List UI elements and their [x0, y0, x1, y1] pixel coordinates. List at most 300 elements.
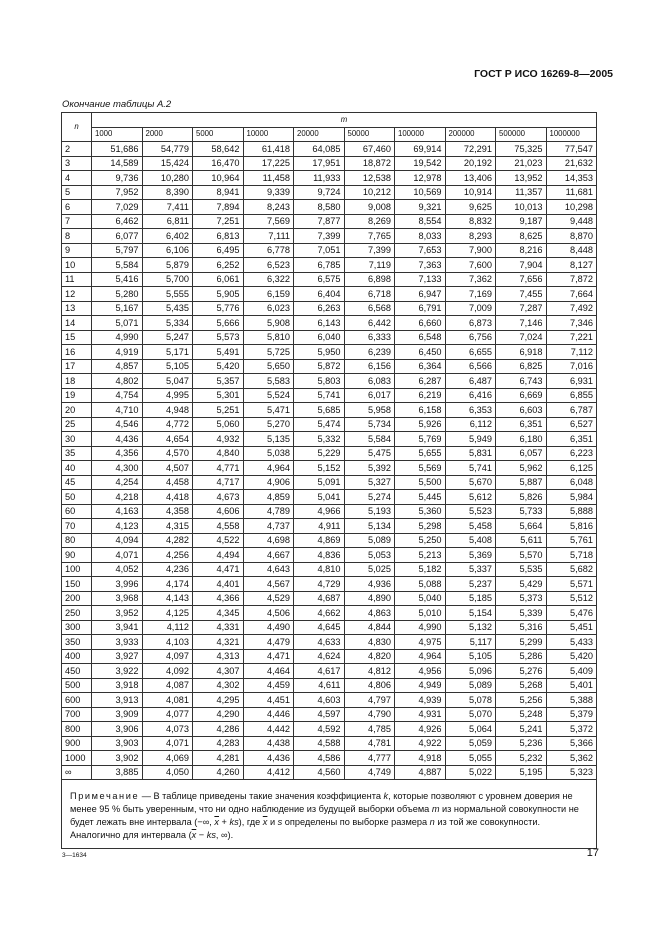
- coefficient-cell: 4,966: [294, 504, 345, 519]
- coefficient-cell: 5,685: [294, 403, 345, 418]
- coefficient-cell: 4,345: [193, 606, 244, 621]
- row-n-value: 300: [62, 620, 92, 635]
- coefficient-cell: 8,832: [445, 214, 496, 229]
- coefficient-cell: 5,949: [445, 432, 496, 447]
- table-row: [62, 229, 597, 244]
- coefficient-cell: 9,339: [243, 185, 294, 200]
- row-n-value: 5: [62, 185, 92, 200]
- coefficient-cell: 5,379: [546, 707, 597, 722]
- coefficient-cell: 8,554: [395, 214, 446, 229]
- coefficient-cell: 5,984: [546, 490, 597, 505]
- row-n-value: 500: [62, 678, 92, 693]
- row-n-value: 25: [62, 417, 92, 432]
- coefficient-cell: 5,213: [395, 548, 446, 563]
- coefficient-cell: 4,286: [193, 722, 244, 737]
- coefficient-cell: 4,069: [142, 751, 193, 766]
- table-row: [62, 142, 597, 157]
- coefficient-cell: 4,975: [395, 635, 446, 650]
- row-n-value: 1000: [62, 751, 92, 766]
- coefficient-cell: 5,117: [445, 635, 496, 650]
- coefficient-cell: 6,143: [294, 316, 345, 331]
- coefficient-cell: 5,256: [496, 693, 547, 708]
- coefficient-cell: 5,797: [92, 243, 143, 258]
- coefficient-cell: 4,836: [294, 548, 345, 563]
- coefficient-cell: 5,962: [496, 461, 547, 476]
- coefficient-cell: 4,948: [142, 403, 193, 418]
- coefficient-cell: 5,248: [496, 707, 547, 722]
- coefficient-cell: 6,223: [546, 446, 597, 461]
- coefficient-cell: 7,362: [445, 272, 496, 287]
- coefficient-cell: 4,654: [142, 432, 193, 447]
- table-row: [62, 678, 597, 693]
- coefficient-cell: 11,933: [294, 171, 345, 186]
- row-n-value: 100: [62, 562, 92, 577]
- coefficient-cell: 6,660: [395, 316, 446, 331]
- row-n-value: 350: [62, 635, 92, 650]
- coefficient-cell: 4,077: [142, 707, 193, 722]
- coefficient-cell: 4,926: [395, 722, 446, 737]
- table-row: [62, 359, 597, 374]
- note-symbol: n: [429, 817, 435, 827]
- column-header-m: 5000: [193, 127, 244, 142]
- coefficient-cell: 5,134: [344, 519, 395, 534]
- coefficient-cell: 5,373: [496, 591, 547, 606]
- coefficient-cell: 12,538: [344, 171, 395, 186]
- coefficient-cell: 6,040: [294, 330, 345, 345]
- coefficient-cell: 4,995: [142, 388, 193, 403]
- coefficient-cell: 20,192: [445, 156, 496, 171]
- coefficient-cell: 5,298: [395, 519, 446, 534]
- coefficient-cell: 4,112: [142, 620, 193, 635]
- coefficient-cell: 5,725: [243, 345, 294, 360]
- coefficient-cell: 4,507: [142, 461, 193, 476]
- coefficient-cell: 4,218: [92, 490, 143, 505]
- row-n-value: 13: [62, 301, 92, 316]
- coefficient-cell: 10,569: [395, 185, 446, 200]
- coefficient-cell: 4,603: [294, 693, 345, 708]
- coefficient-cell: 4,418: [142, 490, 193, 505]
- coefficient-cell: 4,471: [193, 562, 244, 577]
- coefficient-cell: 6,756: [445, 330, 496, 345]
- coefficient-cell: 4,103: [142, 635, 193, 650]
- coefficient-cell: 7,656: [496, 272, 547, 287]
- column-header-row: [62, 127, 597, 142]
- row-n-value: 8: [62, 229, 92, 244]
- coefficient-cell: 6,669: [496, 388, 547, 403]
- table-row: [62, 707, 597, 722]
- table-row: [62, 490, 597, 505]
- coefficient-cell: 17,225: [243, 156, 294, 171]
- coefficient-cell: 5,570: [496, 548, 547, 563]
- coefficient-cell: 5,555: [142, 287, 193, 302]
- table-row: [62, 214, 597, 229]
- row-n-value: 7: [62, 214, 92, 229]
- note-symbol: m: [431, 804, 440, 814]
- coefficient-cell: 4,174: [142, 577, 193, 592]
- table-row: [62, 243, 597, 258]
- coefficient-cell: 4,936: [344, 577, 395, 592]
- table-row: [62, 156, 597, 171]
- column-header-m: 20000: [294, 127, 345, 142]
- table-row: [62, 345, 597, 360]
- coefficient-cell: 9,448: [546, 214, 597, 229]
- coefficient-cell: 7,900: [445, 243, 496, 258]
- coefficient-cell: 5,236: [496, 736, 547, 751]
- column-header-m: 200000: [445, 127, 496, 142]
- coefficient-cell: 5,316: [496, 620, 547, 635]
- coefficient-cell: 7,399: [344, 243, 395, 258]
- coefficient-cell: 4,087: [142, 678, 193, 693]
- coefficient-cell: 4,438: [243, 736, 294, 751]
- table-row: [62, 461, 597, 476]
- coefficient-cell: 4,606: [193, 504, 244, 519]
- table-row: [62, 504, 597, 519]
- coefficient-cell: 5,096: [445, 664, 496, 679]
- coefficient-cell: 5,171: [142, 345, 193, 360]
- row-n-value: 19: [62, 388, 92, 403]
- coefficient-cell: 4,806: [344, 678, 395, 693]
- coefficient-cell: 4,236: [142, 562, 193, 577]
- coefficient-cell: 6,125: [546, 461, 597, 476]
- coefficient-cell: 6,351: [496, 417, 547, 432]
- row-n-value: 150: [62, 577, 92, 592]
- row-n-value: 80: [62, 533, 92, 548]
- coefficient-cell: 4,494: [193, 548, 244, 563]
- coefficient-cell: 5,445: [395, 490, 446, 505]
- coefficient-cell: 6,048: [546, 475, 597, 490]
- coefficient-cell: 5,053: [344, 548, 395, 563]
- coefficient-cell: 6,112: [445, 417, 496, 432]
- table-row: [62, 751, 597, 766]
- coefficient-cell: 5,323: [546, 765, 597, 780]
- coefficient-cell: 51,686: [92, 142, 143, 157]
- coefficient-cell: 8,448: [546, 243, 597, 258]
- coefficient-cell: 5,416: [92, 272, 143, 287]
- coefficient-cell: 4,990: [92, 330, 143, 345]
- coefficient-cell: 5,025: [344, 562, 395, 577]
- coefficient-cell: 5,810: [243, 330, 294, 345]
- coefficient-cell: 4,781: [344, 736, 395, 751]
- coefficient-cell: 4,820: [344, 649, 395, 664]
- coefficient-cell: 11,458: [243, 171, 294, 186]
- coefficient-cell: 4,887: [395, 765, 446, 780]
- coefficient-cell: 4,939: [395, 693, 446, 708]
- coefficient-cell: 4,667: [243, 548, 294, 563]
- coefficient-cell: 5,185: [445, 591, 496, 606]
- coefficient-cell: 4,956: [395, 664, 446, 679]
- coefficient-cell: 4,964: [395, 649, 446, 664]
- coefficient-cell: 4,964: [243, 461, 294, 476]
- table-row: [62, 620, 597, 635]
- coefficient-cell: 5,280: [92, 287, 143, 302]
- coefficient-cell: 4,081: [142, 693, 193, 708]
- coefficient-cell: 4,295: [193, 693, 244, 708]
- coefficient-cell: 6,333: [344, 330, 395, 345]
- coefficient-cell: 5,193: [344, 504, 395, 519]
- coefficient-cell: 6,811: [142, 214, 193, 229]
- coefficient-cell: 4,321: [193, 635, 244, 650]
- coefficient-cell: 6,743: [496, 374, 547, 389]
- coefficient-cell: 7,287: [496, 301, 547, 316]
- coefficient-cell: 5,229: [294, 446, 345, 461]
- coefficient-cell: 4,645: [294, 620, 345, 635]
- column-header-m: 100000: [395, 127, 446, 142]
- coefficient-cell: 5,360: [395, 504, 446, 519]
- coefficient-cell: 4,436: [243, 751, 294, 766]
- coefficient-cell: 5,950: [294, 345, 345, 360]
- note-text: и: [267, 817, 278, 827]
- row-n-value: 12: [62, 287, 92, 302]
- coefficient-cell: 5,167: [92, 301, 143, 316]
- coefficient-cell: 54,779: [142, 142, 193, 157]
- coefficient-cell: 5,251: [193, 403, 244, 418]
- coefficient-cell: 7,112: [546, 345, 597, 360]
- coefficient-cell: 6,322: [243, 272, 294, 287]
- coefficient-cell: 6,083: [344, 374, 395, 389]
- row-n-value: 9: [62, 243, 92, 258]
- coefficient-cell: 5,332: [294, 432, 345, 447]
- coefficient-cell: 5,366: [546, 736, 597, 751]
- coefficient-cell: 4,863: [344, 606, 395, 621]
- coefficient-cell: 4,932: [193, 432, 244, 447]
- row-n-value: 18: [62, 374, 92, 389]
- coefficient-cell: 8,941: [193, 185, 244, 200]
- coefficient-cell: 4,260: [193, 765, 244, 780]
- coefficient-table: [61, 112, 597, 849]
- coefficient-cell: 9,008: [344, 200, 395, 215]
- coefficient-cell: 3,885: [92, 765, 143, 780]
- coefficient-cell: 6,873: [445, 316, 496, 331]
- coefficient-cell: 5,241: [496, 722, 547, 737]
- table-row: [62, 287, 597, 302]
- coefficient-cell: 8,127: [546, 258, 597, 273]
- coefficient-cell: 5,491: [193, 345, 244, 360]
- coefficient-cell: 4,797: [344, 693, 395, 708]
- coefficient-cell: 4,459: [243, 678, 294, 693]
- coefficient-cell: 9,187: [496, 214, 547, 229]
- coefficient-cell: 6,603: [496, 403, 547, 418]
- note-symbol: $\overline{x}$: [191, 830, 197, 840]
- coefficient-cell: 5,337: [445, 562, 496, 577]
- coefficient-cell: 9,625: [445, 200, 496, 215]
- row-n-value: 4: [62, 171, 92, 186]
- coefficient-cell: 7,133: [395, 272, 446, 287]
- row-n-value: 16: [62, 345, 92, 360]
- coefficient-cell: 4,071: [142, 736, 193, 751]
- coefficient-cell: 4,546: [92, 417, 143, 432]
- coefficient-cell: 4,729: [294, 577, 345, 592]
- coefficient-cell: 6,575: [294, 272, 345, 287]
- coefficient-cell: 4,586: [294, 751, 345, 766]
- coefficient-cell: 6,462: [92, 214, 143, 229]
- coefficient-cell: 4,412: [243, 765, 294, 780]
- note-label: Примечание: [70, 791, 140, 801]
- table-row: [62, 591, 597, 606]
- coefficient-cell: 5,573: [193, 330, 244, 345]
- coefficient-cell: 5,583: [243, 374, 294, 389]
- coefficient-cell: 5,059: [445, 736, 496, 751]
- coefficient-cell: 5,040: [395, 591, 446, 606]
- coefficient-cell: 6,442: [344, 316, 395, 331]
- coefficient-cell: 4,313: [193, 649, 244, 664]
- note-symbol: ks: [206, 830, 216, 840]
- coefficient-cell: 6,523: [243, 258, 294, 273]
- coefficient-cell: 6,898: [344, 272, 395, 287]
- coefficient-cell: 4,859: [243, 490, 294, 505]
- table-row: [62, 272, 597, 287]
- coefficient-cell: 7,029: [92, 200, 143, 215]
- column-header-m: 2000: [142, 127, 193, 142]
- coefficient-cell: 6,487: [445, 374, 496, 389]
- row-n-value: 50: [62, 490, 92, 505]
- coefficient-cell: 4,283: [193, 736, 244, 751]
- table-note: [62, 780, 597, 849]
- coefficient-cell: 5,888: [546, 504, 597, 519]
- coefficient-cell: 5,237: [445, 577, 496, 592]
- row-n-value: 700: [62, 707, 92, 722]
- coefficient-cell: 5,571: [546, 577, 597, 592]
- table-row: [62, 374, 597, 389]
- coefficient-cell: 6,495: [193, 243, 244, 258]
- coefficient-cell: 4,506: [243, 606, 294, 621]
- coefficient-cell: 4,737: [243, 519, 294, 534]
- coefficient-cell: 6,855: [546, 388, 597, 403]
- coefficient-cell: 6,655: [445, 345, 496, 360]
- coefficient-cell: 5,523: [445, 504, 496, 519]
- coefficient-cell: 4,401: [193, 577, 244, 592]
- coefficient-cell: 4,906: [243, 475, 294, 490]
- coefficient-cell: 4,802: [92, 374, 143, 389]
- coefficient-cell: 7,877: [294, 214, 345, 229]
- coefficient-cell: 8,293: [445, 229, 496, 244]
- coefficient-cell: 6,106: [142, 243, 193, 258]
- n-header: n: [62, 113, 92, 142]
- coefficient-cell: 4,366: [193, 591, 244, 606]
- coefficient-cell: 4,290: [193, 707, 244, 722]
- coefficient-cell: 5,887: [496, 475, 547, 490]
- coefficient-cell: 4,869: [294, 533, 345, 548]
- coefficient-cell: 5,584: [92, 258, 143, 273]
- row-n-value: 15: [62, 330, 92, 345]
- coefficient-cell: 8,243: [243, 200, 294, 215]
- coefficient-cell: 9,321: [395, 200, 446, 215]
- coefficient-cell: 5,078: [445, 693, 496, 708]
- coefficient-cell: 18,872: [344, 156, 395, 171]
- coefficient-cell: 15,424: [142, 156, 193, 171]
- note-symbol: $\overline{x}$: [262, 817, 268, 827]
- coefficient-cell: 5,409: [546, 664, 597, 679]
- note-text: , которые позволяют с уровнем доверия не менее 95 % быть уверенным, что ни одно наблюдение из будущей выборки объема: [70, 791, 573, 814]
- coefficient-cell: 6,159: [243, 287, 294, 302]
- coefficient-cell: 13,952: [496, 171, 547, 186]
- coefficient-cell: 4,052: [92, 562, 143, 577]
- coefficient-cell: 3,903: [92, 736, 143, 751]
- coefficient-cell: 4,749: [344, 765, 395, 780]
- coefficient-cell: 5,584: [344, 432, 395, 447]
- coefficient-cell: 5,038: [243, 446, 294, 461]
- coefficient-cell: 11,681: [546, 185, 597, 200]
- coefficient-cell: 4,471: [243, 649, 294, 664]
- coefficient-cell: 6,931: [546, 374, 597, 389]
- coefficient-cell: 5,476: [546, 606, 597, 621]
- coefficient-cell: 5,612: [445, 490, 496, 505]
- coefficient-cell: 5,958: [344, 403, 395, 418]
- coefficient-cell: 4,662: [294, 606, 345, 621]
- row-n-value: 45: [62, 475, 92, 490]
- coefficient-cell: 11,357: [496, 185, 547, 200]
- coefficient-cell: 4,617: [294, 664, 345, 679]
- coefficient-cell: 4,300: [92, 461, 143, 476]
- column-header-m: 1000: [92, 127, 143, 142]
- coefficient-cell: 6,947: [395, 287, 446, 302]
- coefficient-cell: 5,047: [142, 374, 193, 389]
- table-row: [62, 519, 597, 534]
- coefficient-cell: 4,315: [142, 519, 193, 534]
- coefficient-cell: 7,492: [546, 301, 597, 316]
- coefficient-cell: 5,388: [546, 693, 597, 708]
- coefficient-cell: 6,023: [243, 301, 294, 316]
- coefficient-cell: 5,761: [546, 533, 597, 548]
- coefficient-cell: 5,420: [546, 649, 597, 664]
- coefficient-cell: 5,500: [395, 475, 446, 490]
- coefficient-cell: 4,772: [142, 417, 193, 432]
- coefficient-cell: 3,941: [92, 620, 143, 635]
- coefficient-cell: 5,471: [243, 403, 294, 418]
- coefficient-cell: 6,364: [395, 359, 446, 374]
- coefficient-cell: 6,450: [395, 345, 446, 360]
- coefficient-cell: 5,301: [193, 388, 244, 403]
- table-row: [62, 330, 597, 345]
- coefficient-cell: 4,790: [344, 707, 395, 722]
- coefficient-cell: 7,664: [546, 287, 597, 302]
- note-text: — В таблице приведены такие значения коэффициента: [139, 791, 384, 801]
- coefficient-cell: 5,299: [496, 635, 547, 650]
- coefficient-cell: 3,902: [92, 751, 143, 766]
- coefficient-cell: 5,022: [445, 765, 496, 780]
- coefficient-cell: 4,094: [92, 533, 143, 548]
- coefficient-cell: 4,754: [92, 388, 143, 403]
- coefficient-cell: 6,568: [344, 301, 395, 316]
- coefficient-cell: 6,077: [92, 229, 143, 244]
- table-row: [62, 301, 597, 316]
- row-n-value: 60: [62, 504, 92, 519]
- coefficient-cell: 13,406: [445, 171, 496, 186]
- coefficient-cell: 6,718: [344, 287, 395, 302]
- column-header-m: 10000: [243, 127, 294, 142]
- coefficient-cell: 4,789: [243, 504, 294, 519]
- coefficient-cell: 7,009: [445, 301, 496, 316]
- coefficient-cell: 5,733: [496, 504, 547, 519]
- coefficient-cell: 7,051: [294, 243, 345, 258]
- coefficient-cell: 5,250: [395, 533, 446, 548]
- row-n-value: 35: [62, 446, 92, 461]
- note-symbol: $\overline{x}$: [214, 817, 219, 827]
- coefficient-cell: 4,442: [243, 722, 294, 737]
- coefficient-cell: 4,922: [395, 736, 446, 751]
- coefficient-cell: 4,281: [193, 751, 244, 766]
- coefficient-cell: 4,597: [294, 707, 345, 722]
- coefficient-cell: 8,390: [142, 185, 193, 200]
- note-symbol: k: [383, 791, 389, 801]
- note-row: [62, 780, 597, 849]
- coefficient-cell: 4,931: [395, 707, 446, 722]
- coefficient-cell: 8,216: [496, 243, 547, 258]
- coefficient-cell: 4,673: [193, 490, 244, 505]
- coefficient-cell: 6,158: [395, 403, 446, 418]
- coefficient-cell: 4,890: [344, 591, 395, 606]
- coefficient-cell: 6,263: [294, 301, 345, 316]
- coefficient-cell: 7,872: [546, 272, 597, 287]
